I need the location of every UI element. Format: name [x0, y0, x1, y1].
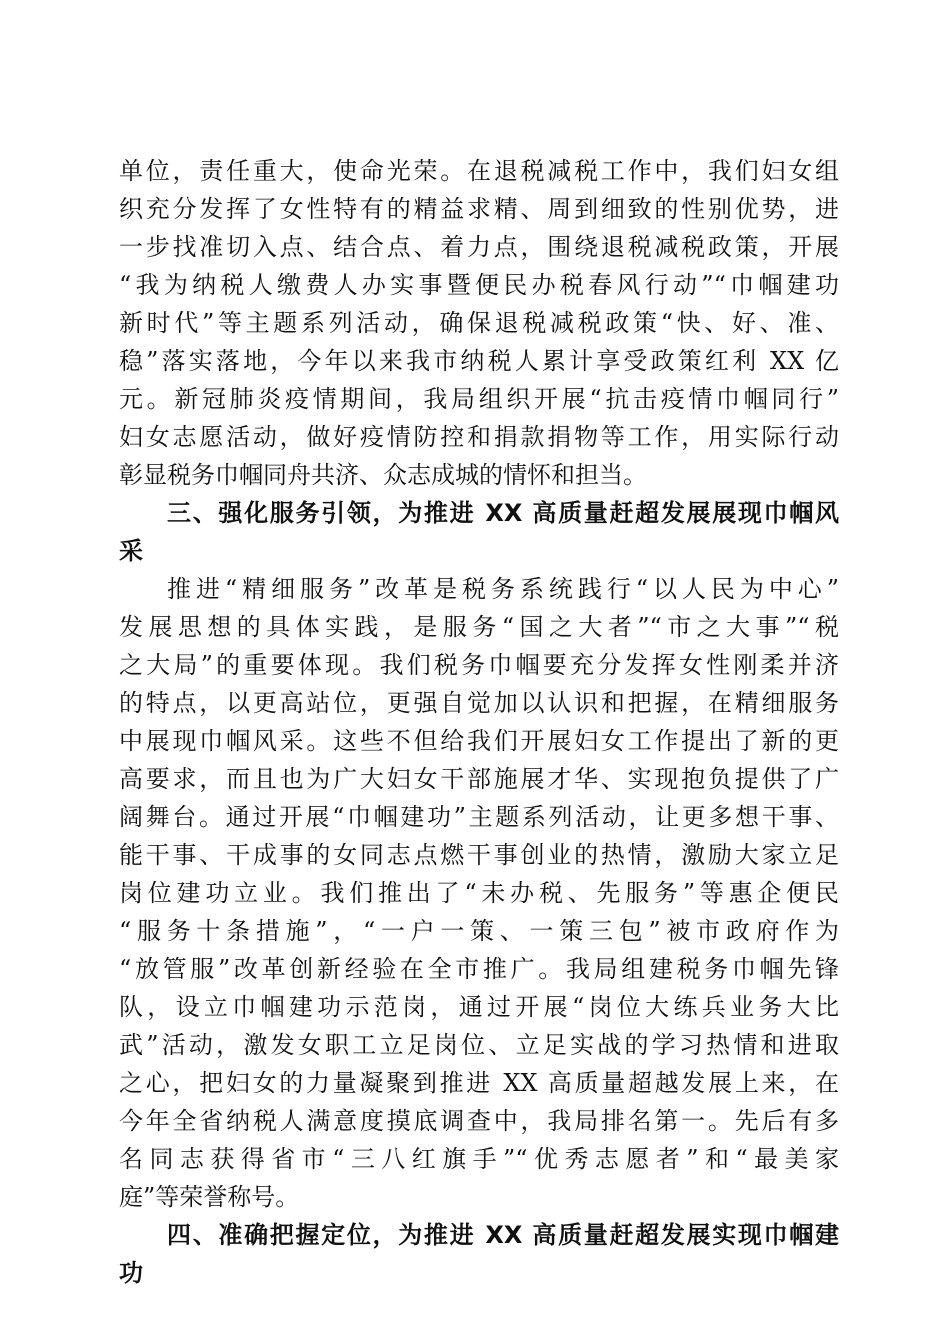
text-line: 阔舞台。通过开展“巾帼建功”主题系列活动，让更多想干事、: [119, 803, 839, 831]
text-line: 中展现巾帼风采。这些不但给我们开展妇女工作提出了新的更: [119, 727, 839, 755]
text-line: 之心，把妇女的力量凝聚到推进 XX 高质量超越发展上来，在: [119, 1069, 839, 1097]
heading-line: 采: [119, 537, 143, 565]
text-line: 发展思想的具体实践，是服务“国之大者”“市之大事”“税: [119, 613, 839, 641]
heading-line: 三、强化服务引领，为推进 XX 高质量赶超发展展现巾帼风: [167, 499, 839, 527]
text-line: 队，设立巾帼建功示范岗，通过开展“岗位大练兵业务大比: [119, 993, 839, 1021]
text-line: 推进“精细服务”改革是税务系统践行“以人民为中心”: [167, 575, 839, 603]
text-line: 高要求，而且也为广大妇女干部施展才华、实现抱负提供了广: [119, 765, 839, 793]
text-line: 岗位建功立业。我们推出了“未办税、先服务”等惠企便民: [119, 879, 839, 907]
text-line: 彰显税务巾帼同舟共济、众志成城的情怀和担当。: [119, 461, 647, 489]
text-line: 武”活动，激发女职工立足岗位、立足实战的学习热情和进取: [119, 1031, 839, 1059]
text-line: 之大局”的重要体现。我们税务巾帼要充分发挥女性刚柔并济: [119, 651, 839, 679]
text-line: 妇女志愿活动，做好疫情防控和捐款捐物等工作，用实际行动: [119, 423, 839, 451]
text-line: 稳”落实落地，今年以来我市纳税人累计享受政策红利 XX 亿: [119, 347, 839, 375]
text-line: 元。新冠肺炎疫情期间，我局组织开展“抗击疫情巾帼同行”: [119, 385, 839, 413]
text-line: 的特点，以更高站位，更强自觉加以认识和把握，在精细服务: [119, 689, 839, 717]
text-line: 今年全省纳税人满意度摸底调查中，我局排名第一。先后有多: [119, 1107, 839, 1135]
text-line: 能干事、干成事的女同志点燃干事创业的热情，激励大家立足: [119, 841, 839, 869]
text-line: 单位，责任重大，使命光荣。在退税减税工作中，我们妇女组: [119, 157, 839, 185]
heading-line: 功: [119, 1259, 143, 1287]
text-line: 织充分发挥了女性特有的精益求精、周到细致的性别优势，进: [119, 195, 839, 223]
text-line: “服务十条措施”，“一户一策、一策三包”被市政府作为: [119, 917, 839, 945]
text-line: 名同志获得省市“三八红旗手”“优秀志愿者”和“最美家: [119, 1145, 839, 1173]
heading-line: 四、准确把握定位，为推进 XX 高质量赶超发展实现巾帼建: [167, 1221, 839, 1249]
text-line: 一步找准切入点、结合点、着力点，围绕退税减税政策，开展: [119, 233, 839, 261]
text-line: “放管服”改革创新经验在全市推广。我局组建税务巾帼先锋: [119, 955, 839, 983]
text-line: 庭”等荣誉称号。: [119, 1183, 300, 1211]
text-line: 新时代”等主题系列活动，确保退税减税政策“快、好、准、: [119, 309, 839, 337]
text-line: “我为纳税人缴费人办实事暨便民办税春风行动”“巾帼建功: [119, 271, 839, 299]
